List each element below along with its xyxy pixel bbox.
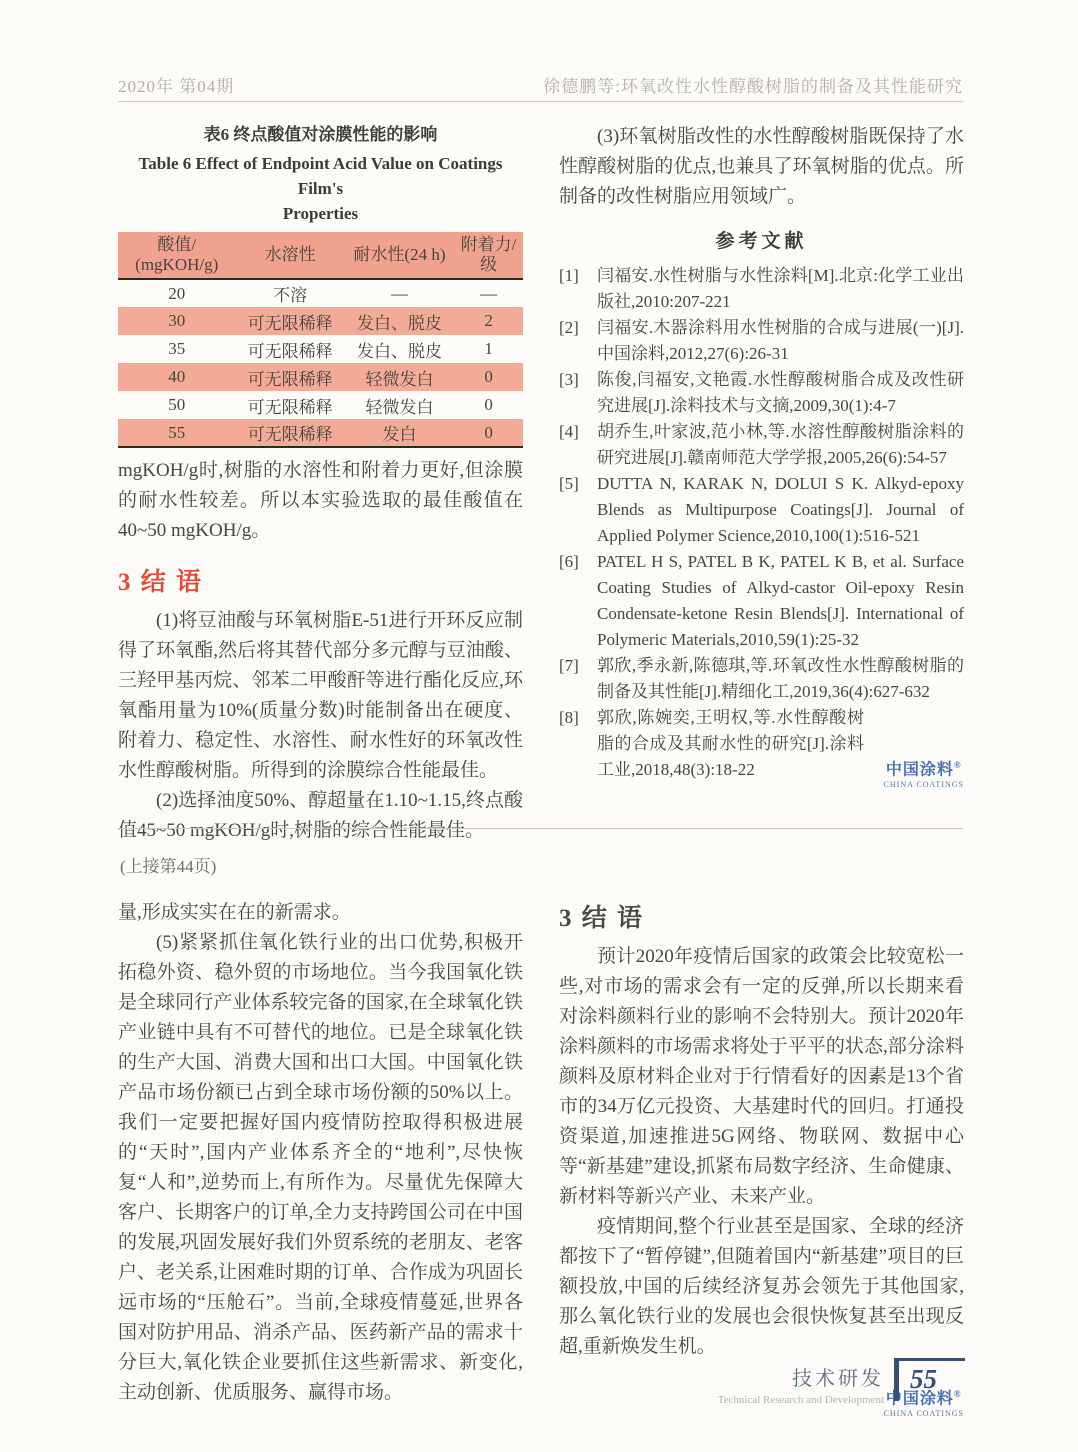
china-coatings-logo: 中国涂料® CHINA COATINGS bbox=[883, 1389, 964, 1419]
reference-item: [1] 闫福安.水性树脂与水性涂料[M].北京:化学工业出版社,2010:207-221 bbox=[559, 266, 964, 311]
article2-right-para-2: 疫情期间,整个行业甚至是国家、全球的经济都按下了“暂停键”,但随着国内“新基建”项目的巨额投放,中国的后续经济复苏会领先于其他国家,那么氧化铁行业的发展也会很快恢复甚至出现反超,重新焕发生机。 bbox=[559, 1216, 964, 1357]
conclusion-para-2: (2)选择油度50%、醇超量在1.10~1.15,终点酸值45~50 mgKOH/g时,树脂的综合性能最佳。 bbox=[118, 790, 523, 841]
header-rule bbox=[118, 101, 963, 102]
table-row: 35 可无限稀释 发白、脱皮 1 bbox=[168, 339, 493, 361]
conclusion-heading: 3 结 语 bbox=[118, 569, 204, 596]
article2-left-column bbox=[118, 898, 523, 1418]
th-water-solubility: 水溶性 bbox=[235, 232, 344, 279]
footer-section-zh: 技术研发 bbox=[792, 1368, 884, 1390]
table-caption-zh: 表6 终点酸值对涂膜性能的影响 bbox=[203, 125, 438, 144]
reference-item: [5] DUTTA N, KARAK N, DOLUI S K. Alkyd-epoxy Blends as Multipurpose Coatings[J]. Journal of Applied Polymer Science,2010,100(1):516-521 bbox=[559, 474, 964, 545]
article1-left-column bbox=[118, 116, 523, 846]
footer-section-en: Technical Research and Development bbox=[717, 1394, 884, 1406]
table-caption-en-line1: Table 6 Effect of Endpoint Acid Value on Coatings Film's bbox=[138, 154, 503, 198]
reference-item: [3] 陈俊,闫福安,文艳霞.水性醇酸树脂合成及改性研究进展[J].涂料技术与文摘,2009,30(1):4-7 bbox=[559, 370, 964, 415]
reference-item: [2] 闫福安.木器涂料用水性树脂的合成与进展(一)[J].中国涂料,2012,27(6):26-31 bbox=[559, 318, 964, 363]
references-list bbox=[559, 263, 964, 789]
reference-item: [7] 郭欣,季永新,陈德琪,等.环氧改性水性醇酸树脂的制备及其性能[J].精细化工,2019,36(4):627-632 bbox=[559, 656, 964, 701]
article2-conclusion-heading: 3 结 语 bbox=[559, 905, 645, 932]
page-header bbox=[118, 72, 963, 97]
article1-columns bbox=[118, 116, 964, 846]
para-after-table: mgKOH/g时,树脂的水溶性和附着力更好,但涂膜的耐水性较差。所以本实验选取的最佳酸值在40~50 mgKOH/g。 bbox=[118, 460, 523, 541]
table-row: 50 可无限稀释 轻微发白 0 bbox=[168, 395, 493, 417]
th-water-resistance: 耐水性(24 h) bbox=[345, 232, 454, 279]
article2-left-para-1: 量,形成实实在在的新需求。 bbox=[118, 902, 351, 923]
issue-label: 2020年 第04期 bbox=[118, 77, 235, 96]
reference-item: [4] 胡乔生,叶家波,范小林,等.水溶性醇酸树脂涂料的研究进展[J].赣南师范大学学报,2005,26(6):54-57 bbox=[559, 422, 964, 467]
running-title: 徐德鹏等:环氧改性水性醇酸树脂的制备及其性能研究 bbox=[543, 77, 963, 96]
table-caption-en bbox=[118, 151, 523, 226]
table-row: 20 不溶 — — bbox=[168, 283, 498, 305]
continued-from-note: (上接第44页) bbox=[120, 857, 217, 876]
table-row: 30 可无限稀释 发白、脱皮 2 bbox=[118, 307, 523, 335]
page-footer bbox=[718, 1358, 965, 1406]
reference-item: [8] 郭欣,陈婉奕,王明权,等.水性醇酸树脂的合成及其耐水性的研究[J].涂料工业,2018,48(3):18-22 bbox=[559, 708, 864, 779]
table-row: 40 可无限稀释 轻微发白 0 bbox=[118, 363, 523, 391]
article1-right-column bbox=[559, 116, 964, 846]
table-header-row bbox=[118, 232, 523, 279]
article-divider-rule bbox=[118, 828, 963, 829]
article2-columns bbox=[118, 898, 964, 1418]
table6 bbox=[118, 232, 523, 448]
article2-right-para-1: 预计2020年疫情后国家的政策会比较宽松一些,对市场的需求会有一定的反弹,所以长期来看对涂料颜料行业的影响不会特别大。预计2020年涂料颜料的市场需求将处于平平的状态,部分涂料颜料及原材料企业对于行情看好的因素是13个省市的34万亿元投资、大基建时代的回归。打通投资渠道,加速推进5G网络、物联网、数据中心等“新基建”建设,抓紧布局数字经济、生命健康、新材料等新兴产业、未来产业。 bbox=[559, 946, 964, 1207]
china-coatings-logo: 中国涂料® CHINA COATINGS bbox=[883, 759, 964, 789]
th-acid-value: 酸值/ (mgKOH/g) bbox=[118, 232, 235, 279]
conclusion-para-1: (1)将豆油酸与环氧树脂E-51进行开环反应制得了环氧酯,然后将其替代部分多元醇与豆油酸、三羟甲基丙烷、邻苯二甲酸酐等进行酯化反应,环氧酯用量为10%(质量分数)时能制备出在硬度、附着力、稳定性、水溶性、耐水性好的环氧改性水性醇酸树脂。所得到的涂膜综合性能最佳。 bbox=[118, 610, 523, 781]
references-heading: 参考文献 bbox=[715, 231, 808, 252]
table-row: 55 可无限稀释 发白 0 bbox=[118, 419, 523, 447]
table-caption-en-line2: Properties bbox=[282, 204, 359, 223]
page-number: 55 bbox=[894, 1358, 965, 1401]
conclusion-para-3: (3)环氧树脂改性的水性醇酸树脂既保持了水性醇酸树脂的优点,也兼具了环氧树脂的优点。所制备的改性树脂应用领域广。 bbox=[559, 126, 964, 207]
th-adhesion: 附着力/级 bbox=[454, 232, 523, 279]
article2-right-column bbox=[559, 898, 964, 1418]
reference-item: [6] PATEL H S, PATEL B K, PATEL K B, et al. Surface Coating Studies of Alkyd-castor Oil-epoxy Resin Condensate-ketone Resin Blends[J]. International of Polymeric Materials,2010,59(1):25-32 bbox=[559, 552, 964, 649]
article2-left-para-2: (5)紧紧抓住氧化铁行业的出口优势,积极开拓稳外资、稳外贸的市场地位。当今我国氧化铁是全球同行产业体系较完备的国家,在全球氧化铁产业链中具有不可替代的地位。已是全球氧化铁的生产大国、消费大国和出口大国。中国氧化铁产品市场份额已占到全球市场份额的50%以上。我们一定要把握好国内疫情防控取得积极进展的“天时”,国内产业体系齐全的“地利”,尽快恢复“人和”,逆势而上,有所作为。尽量优先保障大客户、长期客户的订单,全力支持跨国公司在中国的发展,巩固发展好我们外贸系统的老朋友、老客户、老关系,让困难时期的订单、合作成为巩固长远市场的“压舱石”。当前,全球疫情蔓延,世界各国对防护用品、消杀产品、医药新产品的需求十分巨大,氧化铁企业要抓住这些新需求、新变化,主动创新、优质服务、赢得市场。 bbox=[118, 932, 523, 1403]
